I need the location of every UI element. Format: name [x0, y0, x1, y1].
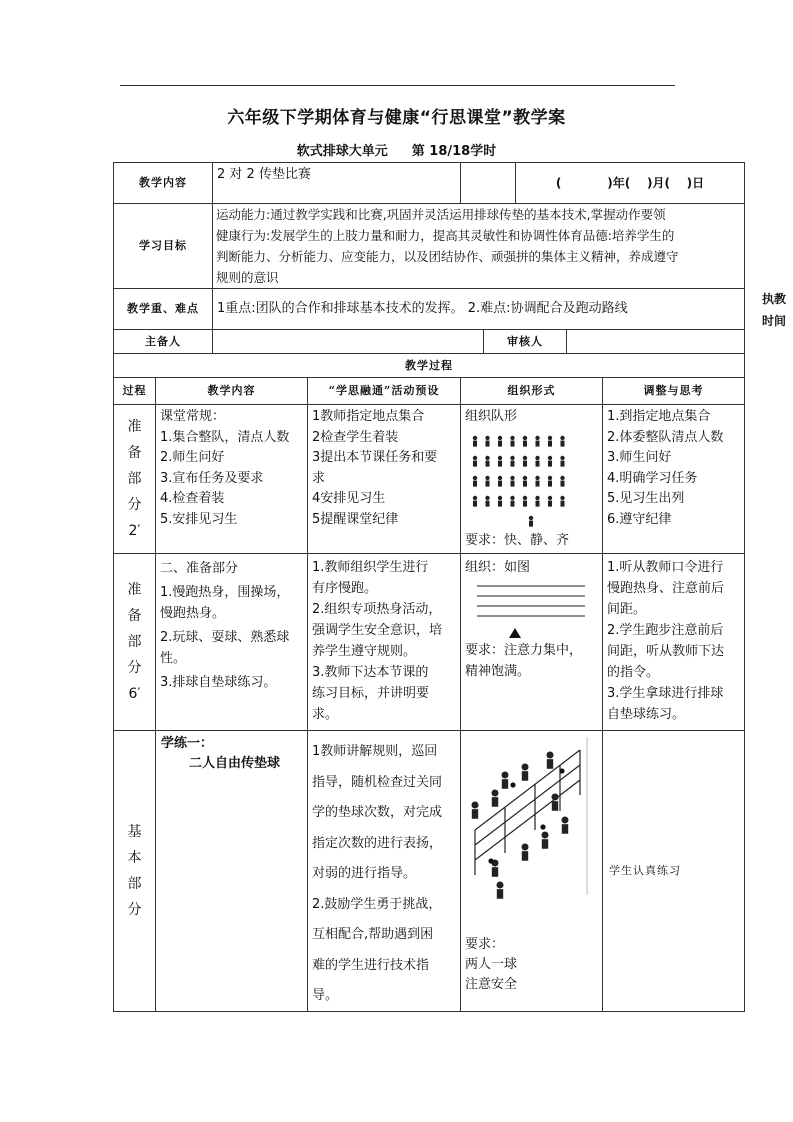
activity-line: 指导，随机检查过关同	[312, 774, 443, 790]
person-icon	[471, 801, 478, 818]
person-icon	[485, 495, 489, 506]
person-icon	[498, 455, 502, 466]
content-line: 二、准备部分	[160, 561, 239, 576]
person-icon	[491, 789, 498, 806]
person-icon	[546, 751, 553, 768]
content-label: 教学内容	[113, 162, 213, 204]
content-line: 4.检查着装	[160, 491, 225, 506]
adjust-line: 慢跑热身、注意前后	[607, 581, 725, 596]
content-line: 1.慢跑热身，围操场，	[160, 585, 290, 600]
org-requirement: 要求：快、静、齐	[465, 533, 570, 548]
activity-line: 3提出本节课任务和要	[312, 450, 438, 465]
adjust-line: 的指令。	[607, 665, 660, 680]
person-icon	[548, 435, 552, 446]
person-icon	[521, 843, 528, 860]
activity-line: 3.教师下达本节课的	[312, 665, 429, 680]
content-line: 慢跑热身。	[160, 606, 226, 621]
content-line: 2.师生问好	[160, 450, 225, 465]
person-icon	[510, 475, 514, 486]
activity-line: 4安排见习生	[312, 491, 386, 506]
practice-subtitle: 二人自由传垫球	[189, 756, 281, 771]
exec-time-label-2: 时间	[761, 314, 786, 328]
person-icon	[473, 455, 477, 466]
adjust-line: 2.体委整队清点人数	[607, 429, 724, 445]
ball-icon	[540, 824, 545, 829]
person-icon	[485, 475, 489, 486]
person-icon	[498, 435, 502, 446]
track-diagram	[465, 578, 595, 640]
ball-icon	[559, 768, 564, 773]
activity-line: 2.组织专项热身活动，	[312, 602, 442, 617]
header-rule	[120, 85, 675, 86]
stage-prep-2: 准备部分6′	[113, 553, 156, 731]
adjust-line: 1.到指定地点集合	[607, 409, 711, 424]
person-icon	[560, 435, 564, 446]
person-icon	[510, 495, 514, 506]
activity-line: 学的垫球次数，对完成	[312, 805, 443, 820]
activity-line: 强调学生安全意识，培	[312, 623, 443, 638]
practice-title: 学练一：	[161, 736, 214, 751]
person-icon	[501, 771, 508, 788]
prep-activity	[307, 404, 461, 554]
content-line: 2.玩球、耍球、熟悉球	[160, 630, 290, 645]
header-adjust: 调整与思考	[602, 377, 745, 405]
page-subtitle	[0, 140, 793, 159]
triangle-icon	[509, 628, 521, 638]
unit-name: 软式排球大单元	[296, 144, 388, 159]
basic-activity	[307, 730, 461, 1012]
lesson-hours: 第 18/18学时	[411, 144, 497, 159]
org-requirement: 要求：	[465, 937, 505, 952]
person-icon	[473, 435, 477, 446]
person-icon	[498, 475, 502, 486]
person-icon	[473, 475, 477, 486]
content-line: 5.安排见习生	[160, 511, 238, 527]
adjust-line: 3.学生拿球进行排球	[607, 686, 724, 701]
goal-line: 规则的意识	[216, 270, 279, 285]
org-title: 组织：如图	[465, 560, 531, 575]
activity-line: 1教师讲解规则，巡回	[312, 744, 438, 759]
adjust-line: 间距，听从教师下达	[607, 644, 725, 659]
warmup-organization	[460, 553, 603, 731]
person-icon	[535, 495, 539, 506]
goal-label: 学习目标	[113, 203, 213, 289]
activity-line: 难的学生进行技术指	[312, 957, 430, 973]
goal-line: 运动能力:通过教学实践和比赛,巩固并灵活运用排球传垫的基本技术,掌握动作要领	[216, 207, 666, 222]
person-icon	[548, 495, 552, 506]
adjust-line: 2.学生跑步注意前后	[607, 623, 724, 638]
org-requirement: 要求：注意力集中，	[465, 643, 583, 658]
person-icon	[485, 455, 489, 466]
activity-line: 1.教师组织学生进行	[312, 560, 429, 575]
content-value: 2 对 2 传垫比赛	[212, 162, 461, 204]
person-icon	[560, 455, 564, 466]
prep-content	[155, 404, 308, 554]
basic-adjust	[602, 730, 745, 1012]
person-icon	[523, 435, 527, 446]
prep-adjust	[602, 404, 745, 554]
basic-organization	[460, 730, 603, 1012]
person-icon	[498, 495, 502, 506]
person-icon	[523, 455, 527, 466]
activity-line: 对弱的进行指导。	[312, 866, 417, 881]
content-blank	[460, 162, 516, 204]
person-icon	[529, 515, 533, 526]
key-label: 教学重、难点	[113, 288, 213, 330]
person-icon	[510, 455, 514, 466]
adjust-line: 1.听从教师口令进行	[607, 560, 724, 575]
formation-diagram	[465, 430, 595, 530]
person-icon	[548, 455, 552, 466]
person-icon	[548, 475, 552, 486]
reviewer-value	[566, 329, 745, 354]
activity-line: 2检查学生着装	[312, 429, 399, 445]
adjust-note: 学生认真练习	[609, 864, 681, 877]
header-organization: 组织形式	[460, 377, 603, 405]
content-line: 3.排球自垫球练习。	[160, 675, 277, 690]
org-requirement: 两人一球	[465, 957, 518, 972]
warmup-activity	[307, 553, 461, 731]
person-icon	[551, 793, 558, 810]
content-line: 课堂常规：	[160, 409, 226, 424]
org-title: 组织队形	[465, 409, 518, 424]
org-requirement: 注意安全	[465, 977, 518, 992]
header-activity: “学思融通”活动预设	[307, 377, 461, 405]
person-icon	[510, 435, 514, 446]
stage-basic: 基本部分	[113, 730, 156, 1012]
reviewer-label: 审核人	[483, 329, 567, 354]
adjust-line: 3.师生问好	[607, 450, 672, 465]
person-icon	[473, 495, 477, 506]
person-icon	[560, 495, 564, 506]
preparer-label: 主备人	[113, 329, 213, 354]
person-icon	[521, 763, 528, 780]
prep-organization	[460, 404, 603, 554]
process-label: 教学过程	[113, 353, 745, 378]
activity-line: 5提醒课堂纪律	[312, 511, 399, 527]
activity-line: 养学生遵守规则。	[312, 644, 417, 659]
goal-line: 判断能力、分析能力、应变能力，以及团结协作、顽强拼的集体主义精神，养成遵守	[216, 249, 679, 264]
person-icon	[523, 475, 527, 486]
preparer-value	[212, 329, 484, 354]
adjust-line: 间距。	[607, 602, 647, 617]
person-icon	[535, 455, 539, 466]
key-value: 1重点:团队的合作和排球基本技术的发挥。 2.难点:协调配合及跑动路线	[212, 288, 745, 330]
adjust-line: 4.明确学习任务	[607, 470, 698, 486]
activity-line: 2.鼓励学生勇于挑战，	[312, 896, 442, 912]
basic-content	[155, 730, 308, 1012]
content-line: 1.集合整队，清点人数	[160, 429, 290, 445]
net-practice-diagram	[465, 735, 600, 935]
activity-line: 求。	[312, 707, 339, 722]
header-stage: 过程	[113, 377, 156, 405]
adjust-line: 自垫球练习。	[607, 707, 686, 722]
adjust-line: 5.见习生出列	[607, 491, 685, 506]
exec-time-label	[752, 288, 793, 332]
warmup-content	[155, 553, 308, 731]
person-icon	[561, 816, 568, 833]
activity-line: 求	[312, 470, 326, 486]
activity-line: 导。	[312, 988, 339, 1003]
person-icon	[541, 831, 548, 848]
person-icon	[523, 495, 527, 506]
person-icon	[496, 881, 503, 898]
activity-line: 有序慢跑。	[312, 581, 378, 596]
date-field: ( )年( )月( )日	[515, 162, 745, 204]
stage-prep-1: 准备部分2′	[113, 404, 156, 554]
activity-line: 指定次数的进行表扬，	[312, 835, 443, 851]
person-icon	[560, 475, 564, 486]
goal-text	[212, 203, 745, 289]
ball-icon	[510, 782, 515, 787]
activity-line: 1教师指定地点集合	[312, 409, 425, 424]
header-content: 教学内容	[155, 377, 308, 405]
exec-time-label-1: 执教	[761, 292, 786, 306]
warmup-adjust	[602, 553, 745, 731]
goal-line: 健康行为:发展学生的上肢力量和耐力，提高其灵敏性和协调性体育品德:培养学生的	[216, 228, 675, 243]
person-icon	[535, 475, 539, 486]
person-icon	[485, 435, 489, 446]
adjust-line: 6.遵守纪律	[607, 511, 672, 527]
person-icon	[535, 435, 539, 446]
activity-line: 互相配合,帮助遇到困	[312, 927, 434, 942]
content-line: 3.宣布任务及要求	[160, 470, 264, 486]
org-requirement: 精神饱满。	[465, 664, 531, 679]
volleyball-net	[475, 737, 587, 895]
ball-icon	[488, 858, 493, 863]
page-title: 六年级下学期体育与健康“行思课堂”教学案	[227, 108, 566, 128]
activity-line: 练习目标，并讲明要	[312, 686, 430, 701]
content-line: 性。	[160, 651, 187, 666]
